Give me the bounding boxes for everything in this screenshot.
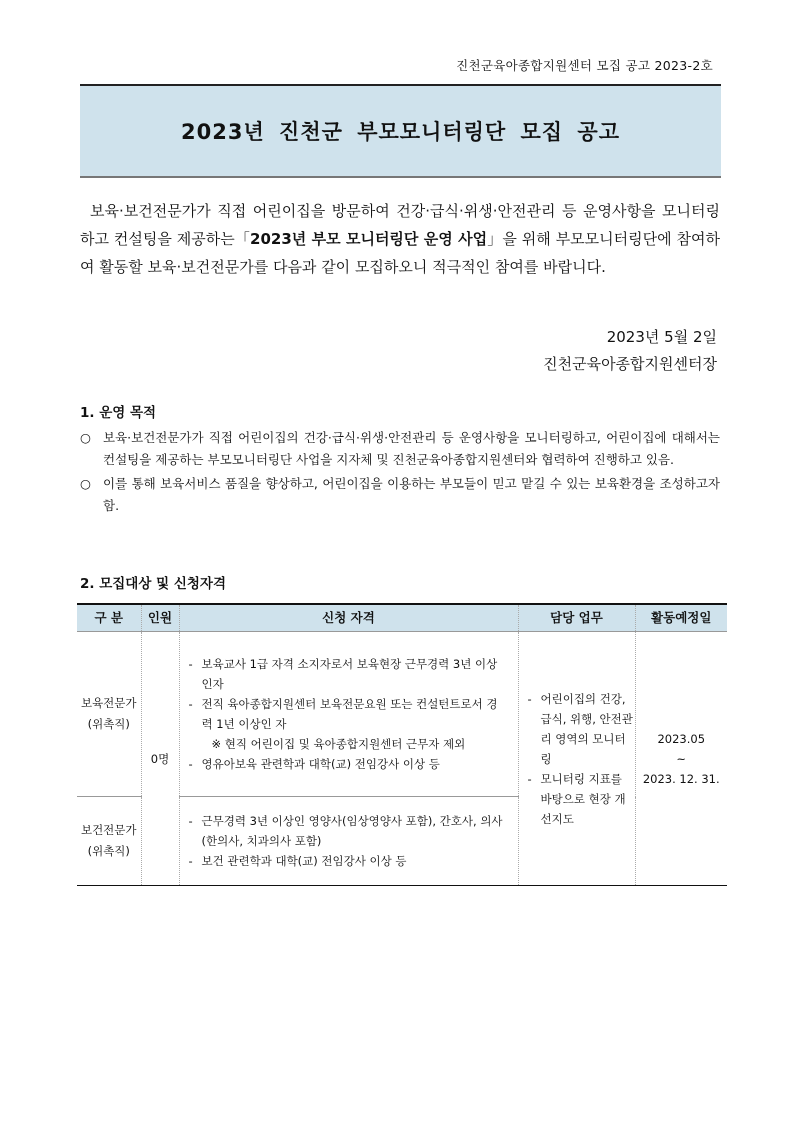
qualification-childcare bbox=[179, 632, 518, 797]
list-item bbox=[80, 473, 720, 517]
category-name: 보건전문가 bbox=[80, 823, 137, 837]
recruit-count: 0명 bbox=[141, 632, 179, 886]
list-item bbox=[186, 811, 504, 851]
qualification-text: 보육교사 1급 자격 소지자로서 보육현장 근무경력 3년 이상인자 bbox=[201, 657, 498, 691]
dash-mark: - bbox=[188, 814, 193, 828]
period-start: 2023.05 bbox=[657, 731, 706, 746]
period-end: 2023. 12. 31. bbox=[642, 771, 720, 786]
intro-text-part2: 」을 위해 부모모니터링단에 참여하여 활동할 보육·보건전문가를 다음과 같이 모집하오니 적극적인 참여를 바랍니다. bbox=[80, 230, 720, 276]
purpose-text: 보육·보건전문가가 직접 어린이집의 건강·급식·위생·안전관리 등 운영사항을 모니터링하고, 어린이집에 대해서는 컨설팅을 제공하는 부모모니터링단 사업을 지자체 및 진천군육아종합지원센터와 협력하여 진행하고 있음. bbox=[103, 430, 720, 467]
dash-mark: - bbox=[527, 771, 532, 786]
dash-mark: - bbox=[188, 757, 193, 771]
period-separator: ~ bbox=[676, 751, 687, 766]
title-banner bbox=[80, 84, 721, 178]
qualification-text: 영유아보육 관련학과 대학(교) 전임강사 이상 등 bbox=[201, 757, 440, 771]
category-type: (위촉직) bbox=[87, 844, 130, 858]
circle-bullet-icon: ○ bbox=[80, 430, 91, 445]
qualification-text: 전직 육아종합지원센터 보육전문요원 또는 컨설턴트로서 경력 1년 이상인 자 bbox=[201, 697, 498, 731]
issuer-name: 진천군육아종합지원센터장 bbox=[543, 355, 717, 373]
table-row bbox=[77, 632, 727, 797]
duty-text: 모니터링 지표를 바탕으로 현장 개선지도 bbox=[540, 771, 626, 826]
list-item bbox=[186, 654, 504, 694]
list-item bbox=[186, 694, 504, 734]
purpose-list bbox=[80, 427, 720, 517]
announcement-date: 2023년 5월 2일 bbox=[606, 328, 717, 346]
category-name: 보육전문가 bbox=[80, 696, 137, 710]
qualification-text: 근무경력 3년 이상인 영양사(임상영양사 포함), 간호사, 의사(한의사, 치과의사 포함) bbox=[201, 814, 503, 848]
qualification-health bbox=[179, 797, 518, 886]
duty-text: 어린이집의 건강, 급식, 위행, 안전관리 영역의 모니터링 bbox=[540, 691, 633, 766]
purpose-text: 이를 통해 보육서비스 품질을 향상하고, 어린이집을 이용하는 부모들이 믿고 맡길 수 있는 보육환경을 조성하고자 함. bbox=[103, 476, 720, 513]
header-duty: 담당 업무 bbox=[518, 604, 635, 632]
intro-paragraph bbox=[80, 197, 720, 281]
recruitment-table bbox=[77, 603, 727, 886]
duty-cell bbox=[518, 632, 635, 886]
list-item bbox=[525, 689, 635, 769]
header-category: 구 분 bbox=[77, 604, 141, 632]
category-type: (위촉직) bbox=[87, 717, 130, 731]
dash-mark: - bbox=[188, 657, 193, 671]
page-title: 2023년 진천군 부모모니터링단 모집 공고 bbox=[181, 120, 620, 144]
list-item bbox=[80, 427, 720, 471]
dash-mark: - bbox=[188, 854, 193, 868]
qualification-text: 보건 관련학과 대학(교) 전임강사 이상 등 bbox=[201, 854, 407, 868]
dash-mark: - bbox=[527, 691, 532, 706]
period-cell bbox=[635, 632, 727, 886]
document-number: 진천군육아종합지원센터 모집 공고 2023-2호 bbox=[456, 58, 713, 73]
intro-text-part1: 보육·보건전문가가 직접 어린이집을 방문하여 건강·급식·위생·안전관리 등 운영사항을 모니터링하고 컨설팅을 제공하는「 bbox=[80, 202, 721, 248]
circle-bullet-icon: ○ bbox=[80, 476, 91, 491]
intro-highlight: 2023년 부모 모니터링단 운영 사업 bbox=[250, 230, 488, 248]
qualification-note: ※ 현직 어린이집 및 육아종합지원센터 근무자 제외 bbox=[211, 737, 466, 751]
section-title-recruitment: 2. 모집대상 및 신청자격 bbox=[80, 576, 226, 592]
list-item bbox=[186, 754, 504, 774]
category-health bbox=[77, 797, 141, 886]
header-count: 인원 bbox=[141, 604, 179, 632]
category-childcare bbox=[77, 632, 141, 797]
dash-mark: - bbox=[188, 697, 193, 711]
list-item bbox=[186, 851, 504, 871]
list-item bbox=[525, 769, 635, 829]
header-period: 활동예정일 bbox=[635, 604, 727, 632]
section-title-purpose: 1. 운영 목적 bbox=[80, 405, 157, 421]
header-qualification: 신청 자격 bbox=[179, 604, 518, 632]
table-header-row bbox=[77, 604, 727, 632]
